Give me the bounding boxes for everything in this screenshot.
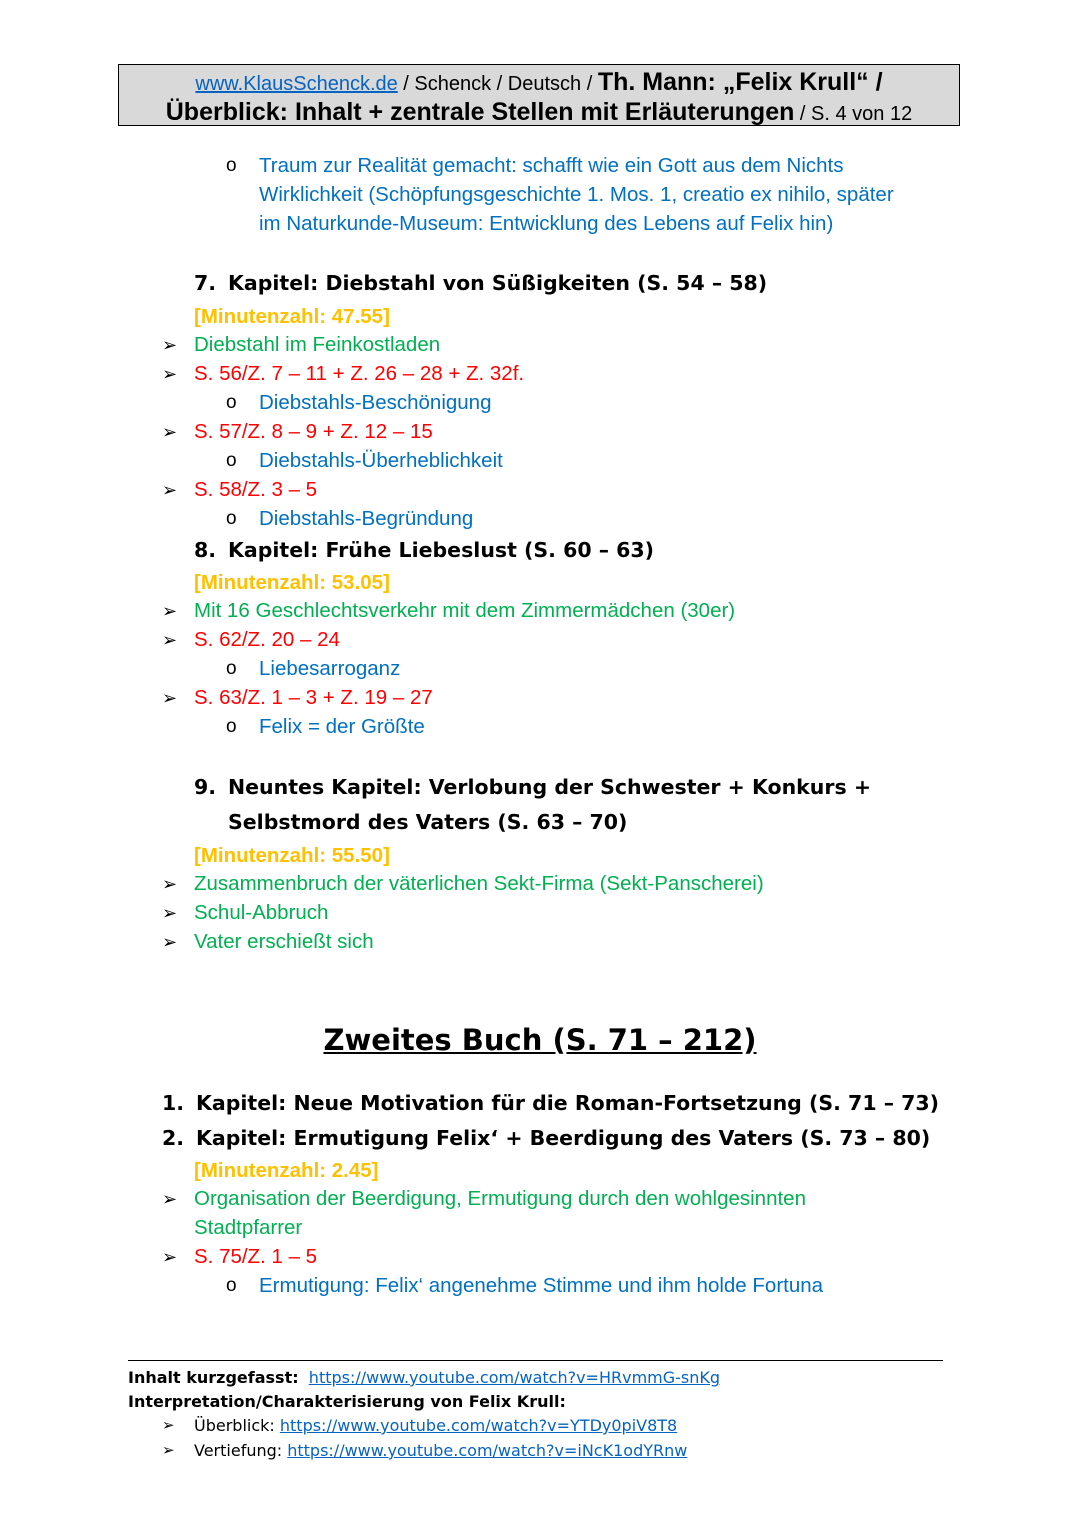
chapter-7-note-1: Diebstahls-Beschönigung xyxy=(259,391,492,414)
footer-deep-label: Vertiefung: xyxy=(194,1441,288,1460)
intro-line-2: Wirklichkeit (Schöpfungsgeschichte 1. Mos. 1, creatio ex nihilo, später xyxy=(259,183,894,206)
header-line-2 xyxy=(119,98,959,128)
arrow-bullet-icon: ➢ xyxy=(162,688,178,708)
book-2-chapter-2-summary-line-1: Organisation der Beerdigung, Ermutigung durch den wohlgesinnten xyxy=(194,1187,806,1210)
arrow-bullet-icon: ➢ xyxy=(162,874,178,894)
footer-overview-label: Überblick: xyxy=(194,1416,280,1435)
arrow-bullet-icon: ➢ xyxy=(162,903,178,923)
chapter-8-title: Kapitel: Frühe Liebeslust (S. 60 – 63) xyxy=(228,538,655,562)
chapter-7-minutes: [Minutenzahl: 47.55] xyxy=(194,305,390,328)
intro-line-1: Traum zur Realität gemacht: schafft wie ein Gott aus dem Nichts xyxy=(259,154,844,177)
footer-summary-label: Inhalt kurzgefasst: xyxy=(128,1368,299,1387)
arrow-bullet-icon: ➢ xyxy=(162,630,178,650)
arrow-bullet-icon: ➢ xyxy=(162,932,178,952)
chapter-7-ref-1: S. 56/Z. 7 – 11 + Z. 26 – 28 + Z. 32f. xyxy=(194,362,525,385)
arrow-bullet-icon: ➢ xyxy=(162,1442,175,1459)
sub-bullet-icon: o xyxy=(226,155,237,176)
sub-bullet-icon: o xyxy=(226,716,237,737)
chapter-7-summary: Diebstahl im Feinkostladen xyxy=(194,333,441,356)
footer-summary xyxy=(128,1368,720,1387)
chapter-7-title: Kapitel: Diebstahl von Süßigkeiten (S. 54 – 58) xyxy=(228,271,768,295)
page-header xyxy=(118,64,960,126)
chapter-9-summary-2: Schul-Abbruch xyxy=(194,901,329,924)
book-2-chapter-1-number: 1. xyxy=(162,1091,185,1115)
intro-line-3: im Naturkunde-Museum: Entwicklung des Lebens auf Felix hin) xyxy=(259,212,834,235)
chapter-8-ref-1: S. 62/Z. 20 – 24 xyxy=(194,628,340,651)
book-2-chapter-2-number: 2. xyxy=(162,1126,185,1150)
book-2-title: Zweites Buch (S. 71 – 212) xyxy=(323,1023,757,1057)
header-title-part1: Th. Mann: „Felix Krull“ / xyxy=(597,68,883,96)
book-2-chapter-1-title: Kapitel: Neue Motivation für die Roman-Fortsetzung (S. 71 – 73) xyxy=(196,1091,940,1115)
sub-bullet-icon: o xyxy=(226,658,237,679)
arrow-bullet-icon: ➢ xyxy=(162,1189,178,1209)
chapter-8-heading xyxy=(194,538,654,562)
chapter-9-number: 9. xyxy=(194,775,217,799)
book-2-chapter-1-heading xyxy=(162,1091,939,1115)
sub-bullet-icon: o xyxy=(226,450,237,471)
footer-deep xyxy=(194,1441,687,1460)
book-2-chapter-2-ref: S. 75/Z. 1 – 5 xyxy=(194,1245,318,1268)
sub-bullet-icon: o xyxy=(226,1275,237,1296)
footer-interp-label xyxy=(128,1392,566,1411)
footer-summary-link[interactable]: https://www.youtube.com/watch?v=HRvmmG-snKg xyxy=(308,1368,721,1387)
site-link[interactable]: www.KlausSchenck.de xyxy=(195,73,398,95)
arrow-bullet-icon: ➢ xyxy=(162,335,178,355)
arrow-bullet-icon: ➢ xyxy=(162,1417,175,1434)
header-path: / Schenck / Deutsch / xyxy=(397,73,598,95)
header-line-1 xyxy=(119,68,959,98)
chapter-8-ref-2: S. 63/Z. 1 – 3 + Z. 19 – 27 xyxy=(194,686,433,709)
chapter-9-title-line-2: Selbstmord des Vaters (S. 63 – 70) xyxy=(228,810,628,834)
chapter-8-note-2: Felix = der Größte xyxy=(259,715,425,738)
book-2-chapter-2-note: Ermutigung: Felix‘ angenehme Stimme und ihm holde Fortuna xyxy=(259,1274,824,1297)
book-2-chapter-2-heading xyxy=(162,1126,930,1150)
chapter-7-number: 7. xyxy=(194,271,217,295)
book-2-chapter-2-title: Kapitel: Ermutigung Felix‘ + Beerdigung des Vaters (S. 73 – 80) xyxy=(196,1126,931,1150)
sub-bullet-icon: o xyxy=(226,508,237,529)
chapter-7-note-2: Diebstahls-Überheblichkeit xyxy=(259,449,503,472)
arrow-bullet-icon: ➢ xyxy=(162,422,178,442)
footer-overview-link[interactable]: https://www.youtube.com/watch?v=YTDy0piV8T8 xyxy=(279,1416,678,1435)
header-title-part2: Überblick: Inhalt + zentrale Stellen mit Erläuterungen xyxy=(165,98,795,126)
book-2-chapter-2-minutes: [Minutenzahl: 2.45] xyxy=(194,1159,379,1182)
footer-divider xyxy=(128,1360,943,1361)
arrow-bullet-icon: ➢ xyxy=(162,601,178,621)
chapter-8-note-1: Liebesarroganz xyxy=(259,657,401,680)
chapter-7-note-3: Diebstahls-Begründung xyxy=(259,507,474,530)
chapter-7-ref-3: S. 58/Z. 3 – 5 xyxy=(194,478,318,501)
chapter-9-minutes: [Minutenzahl: 55.50] xyxy=(194,844,390,867)
footer-interp-label-text: Interpretation/Charakterisierung von Felix Krull: xyxy=(128,1392,566,1411)
footer-overview xyxy=(194,1416,677,1435)
sub-bullet-icon: o xyxy=(226,392,237,413)
arrow-bullet-icon: ➢ xyxy=(162,1247,178,1267)
chapter-8-summary: Mit 16 Geschlechtsverkehr mit dem Zimmermädchen (30er) xyxy=(194,599,736,622)
footer-deep-link[interactable]: https://www.youtube.com/watch?v=iNcK1odYRnw xyxy=(287,1441,688,1460)
page-info: / S. 4 von 12 xyxy=(794,103,913,125)
chapter-9-heading-line-1 xyxy=(194,775,871,799)
chapter-8-number: 8. xyxy=(194,538,217,562)
chapter-8-minutes: [Minutenzahl: 53.05] xyxy=(194,571,390,594)
book-2-chapter-2-summary-line-2: Stadtpfarrer xyxy=(194,1216,303,1239)
arrow-bullet-icon: ➢ xyxy=(162,480,178,500)
chapter-9-summary-1: Zusammenbruch der väterlichen Sekt-Firma (Sekt-Panscherei) xyxy=(194,872,764,895)
arrow-bullet-icon: ➢ xyxy=(162,364,178,384)
chapter-9-summary-3: Vater erschießt sich xyxy=(194,930,374,953)
chapter-9-title-line-1: Neuntes Kapitel: Verlobung der Schwester + Konkurs + xyxy=(228,775,872,799)
chapter-7-ref-2: S. 57/Z. 8 – 9 + Z. 12 – 15 xyxy=(194,420,433,443)
chapter-7-heading xyxy=(194,271,767,295)
